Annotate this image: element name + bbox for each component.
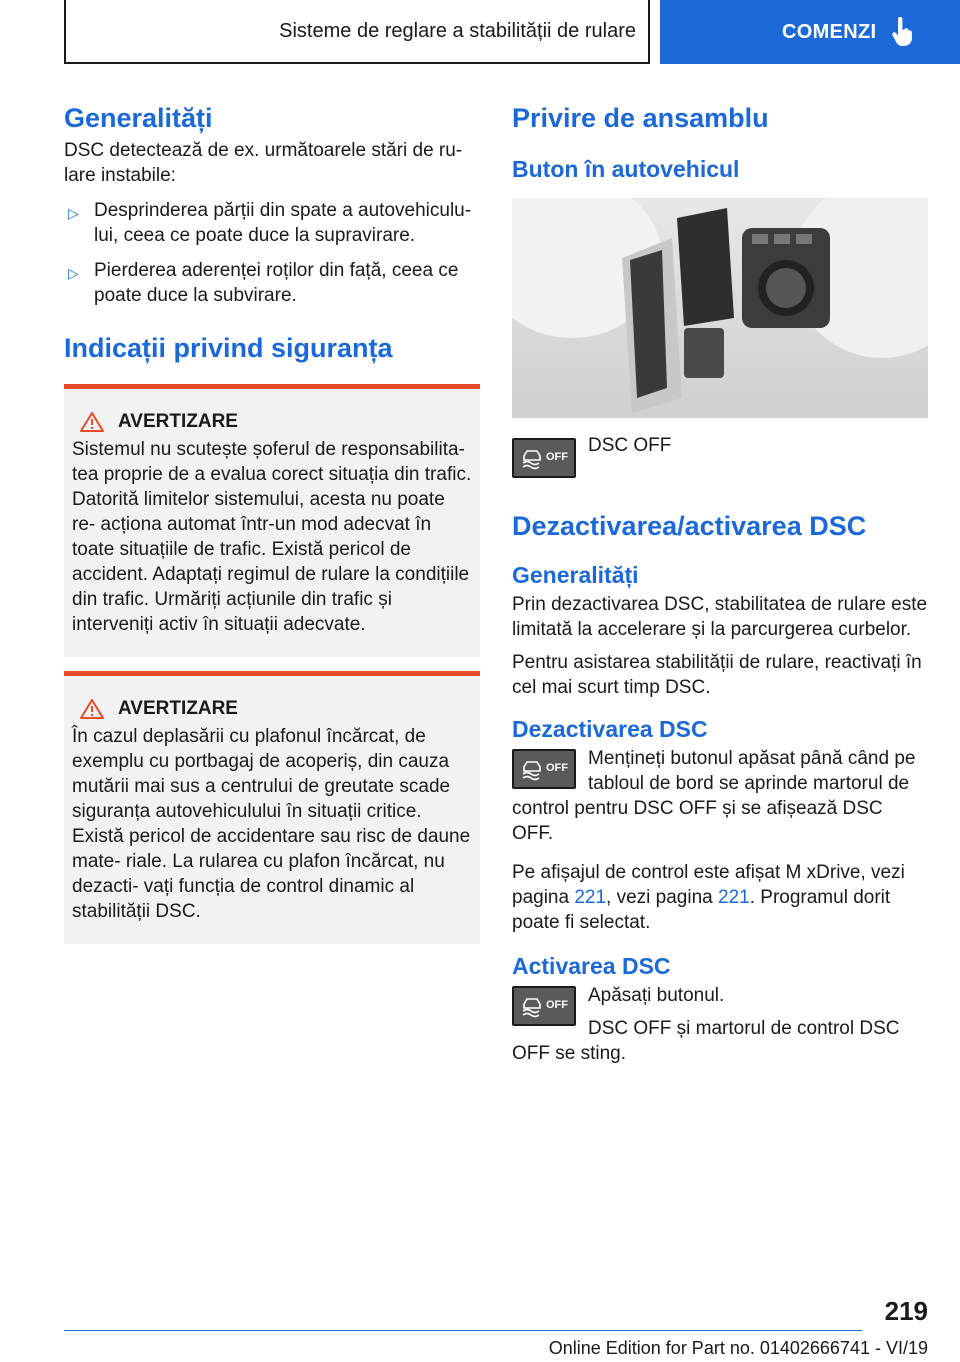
list-item	[64, 258, 480, 308]
dsc-off-caption: DSC OFF	[588, 435, 672, 456]
section-title: Sisteme de reglare a stabilității de rulare	[279, 19, 636, 42]
center-console-photo	[512, 198, 928, 418]
warning-header	[72, 698, 472, 720]
edition-footer: Online Edition for Part no. 01402666741 - VI/19	[548, 1338, 928, 1358]
deactivate-block	[512, 746, 928, 846]
hand-pointer-icon	[892, 17, 914, 47]
chapter-tab[interactable]	[660, 0, 960, 64]
dsc-off-label: OFF	[546, 762, 568, 774]
list-item-text: Desprinderea părții din spate a autovehiculu‐ lui, ceea ce poate duce la supravirare.	[94, 200, 472, 246]
section-title-box	[64, 0, 650, 64]
general-heading: Generalități	[64, 103, 213, 133]
warning-text: În cazul deplasării cu plafonul încărcat, de exemplu cu portbagaj de acoperiș, din cauza mutării mai sus a centrului de greutate scade siguranța autovehiculului în situații critice. Există pericol de accidentare sau risc de daune mate‐ riale. La rularea cu plafon încărcat, nu dezacti‐ vați funcția de control dinamic al stabilității DSC.	[72, 726, 471, 922]
safety-heading: Indicații privind siguranța	[64, 333, 393, 363]
toggle-heading: Dezactivarea/activarea DSC	[512, 511, 867, 541]
list-item-text: Pierderea aderenței roților din față, ceea ce poate duce la subvirare.	[94, 260, 459, 306]
page-header	[0, 0, 960, 66]
car-skid-icon	[520, 448, 544, 470]
warning-header	[72, 411, 472, 433]
instability-list	[64, 198, 480, 308]
button-heading: Buton în autovehicul	[512, 156, 740, 182]
warning-label: AVERTIZARE	[118, 698, 238, 719]
general-intro: DSC detectează de ex. următoarele stări de ru‐ lare instabile:	[64, 140, 463, 186]
warning-triangle-icon	[80, 412, 104, 432]
warning-triangle-icon	[80, 699, 104, 719]
general-paragraph-1: Prin dezactivarea DSC, stabilitatea de rulare este limitată la accelerare și la parcurgerea curbelor.	[512, 594, 928, 640]
dsc-off-label: OFF	[546, 451, 568, 463]
triangle-bullet-icon: ▷	[68, 265, 79, 281]
triangle-bullet-icon: ▷	[68, 205, 79, 221]
dsc-off-button-icon	[512, 986, 576, 1026]
activate-step-1: Apăsați butonul.	[588, 985, 725, 1006]
warning-text: Sistemul nu scutește șoferul de responsabilita‐ tea proprie de a evalua corect situația din trafic. Datorită limitelor sistemului, acesta nu poate re‐ acționa automat într-un mod adecvat în toate situațiile de trafic. Există pericol de accident. Adaptați regimul de rulare la condițiile din trafic. Urmăriți acțiunile din trafic și interveniți activ în situații adecvate.	[72, 439, 472, 635]
center-console-image	[512, 198, 928, 418]
car-skid-icon	[520, 996, 544, 1018]
car-skid-icon	[520, 759, 544, 781]
general-paragraph-2: Pentru asistarea stabilității de rulare, reactivați în cel mai scurt timp DSC.	[512, 652, 922, 698]
warning-label: AVERTIZARE	[118, 411, 238, 432]
left-column	[64, 100, 480, 944]
dsc-off-button-icon	[512, 749, 576, 789]
activate-heading: Activarea DSC	[512, 953, 671, 979]
activate-block	[512, 983, 928, 1066]
page-number: 219	[884, 1296, 928, 1326]
overview-heading: Privire de ansamblu	[512, 103, 769, 133]
list-item	[64, 198, 480, 248]
warning-box	[64, 384, 480, 657]
activate-step-2: DSC OFF și martorul de control DSC OFF se sting.	[512, 1018, 900, 1064]
dsc-off-button-icon	[512, 438, 576, 478]
page-link-221[interactable]: 221	[718, 887, 750, 908]
page-link-221[interactable]: 221	[574, 887, 607, 908]
deactivate-text: Mențineți butonul apăsat până când pe tabloul de bord se aprinde martorul de control pentru DSC OFF și se afișează DSC OFF.	[512, 748, 916, 844]
right-column	[512, 100, 928, 1066]
chapter-tab-label: COMENZI	[782, 20, 877, 43]
footer-divider	[64, 1330, 862, 1331]
general-subheading: Generalități	[512, 562, 639, 588]
deactivate-heading: Dezactivarea DSC	[512, 716, 708, 742]
dsc-off-label: OFF	[546, 999, 568, 1011]
mxdrive-paragraph: Pe afișajul de control este afișat M xDrive, vezi pagina 221, vezi pagina 221. Programul dorit poate fi selectat.	[512, 862, 905, 933]
warning-box	[64, 671, 480, 944]
dsc-off-caption-row	[512, 436, 928, 478]
